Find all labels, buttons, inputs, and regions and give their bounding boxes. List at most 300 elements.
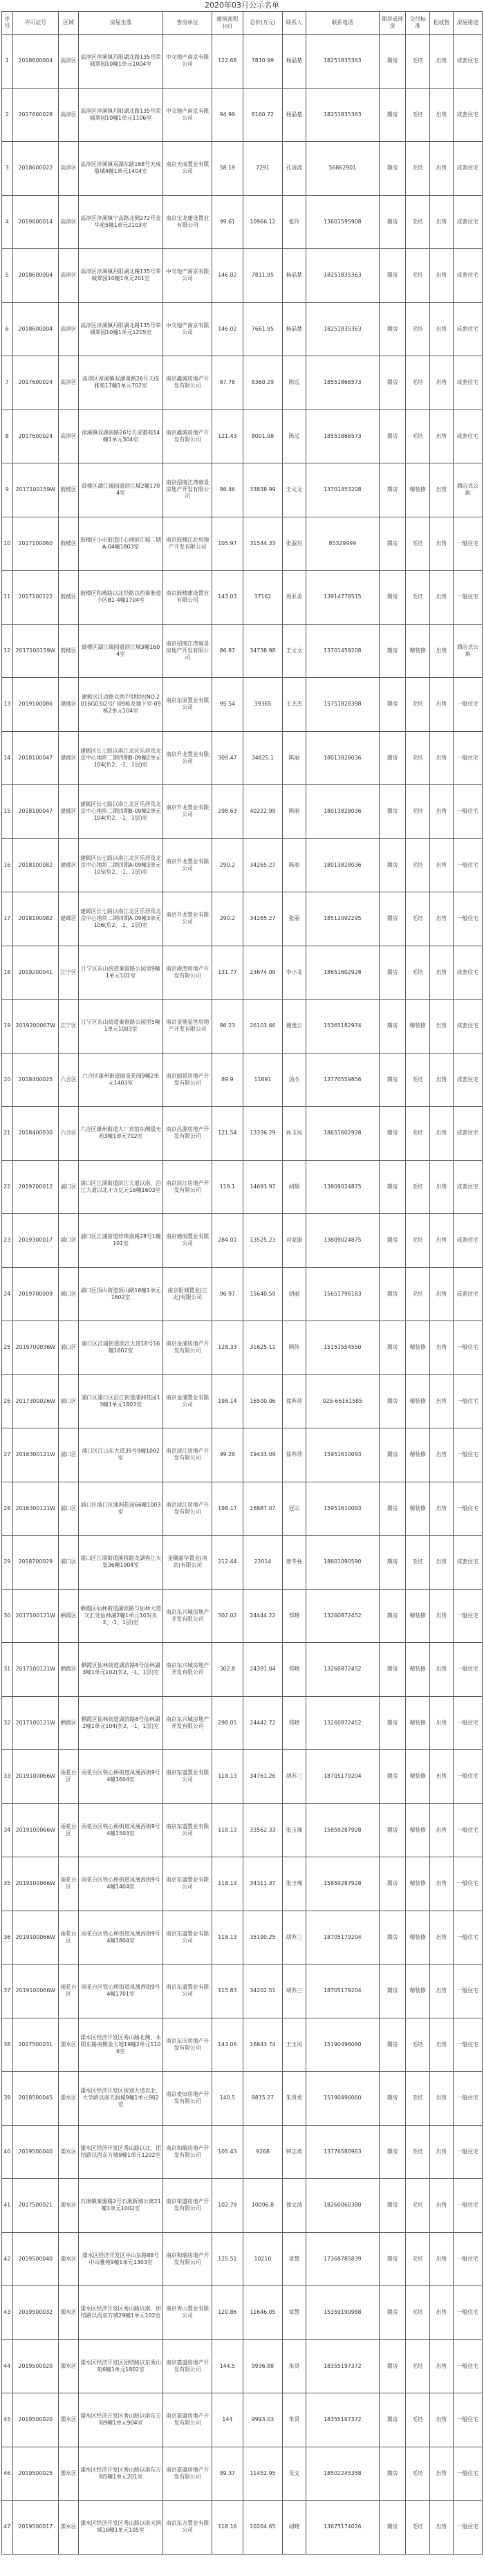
table-row [2, 249, 483, 303]
table-row [2, 517, 483, 571]
cell-status: 期房 [380, 1911, 406, 1965]
cell-index: 6 [2, 302, 13, 356]
cell-deal-type: 出售 [430, 2339, 453, 2393]
cell-delivery: 毛坯 [405, 356, 430, 410]
cell-area: 146.02 [212, 302, 243, 356]
cell-phone: 15859287928 [306, 1857, 380, 1911]
cell-delivery: 精装修 [405, 1000, 430, 1054]
table-body [2, 35, 483, 2555]
cell-phone: 15190496060 [306, 2072, 380, 2126]
table-row [2, 1696, 483, 1750]
cell-area: 122.68 [212, 35, 243, 89]
cell-deal-type: 出售 [430, 1107, 453, 1161]
cell-deal-type: 出售 [430, 517, 453, 571]
header-row [2, 12, 483, 35]
cell-district: 雨花台区 [59, 1857, 79, 1911]
cell-delivery: 毛坯 [405, 302, 430, 356]
cell-usage: 成套住宅 [453, 1160, 482, 1214]
cell-usage: 一般住宅 [453, 571, 482, 625]
cell-price: 9268 [243, 2125, 283, 2179]
cell-deal-type: 出售 [430, 302, 453, 356]
cell-phone: 18260060380 [306, 2179, 380, 2233]
cell-status: 期房 [380, 892, 406, 946]
cell-usage: 一般住宅 [453, 1857, 482, 1911]
cell-status: 期房 [380, 249, 406, 303]
cell-permit-no: 2019100086 [12, 678, 59, 732]
cell-phone: 18251835363 [306, 249, 380, 303]
cell-delivery: 精装修 [405, 1374, 430, 1428]
col-header: 区域 [59, 12, 79, 35]
cell-address: 浦口区江山东大道39号9幢1002室 [79, 1428, 163, 1482]
cell-permit-no: 2019500020 [12, 2393, 59, 2447]
cell-area: 121.54 [212, 1107, 243, 1161]
cell-contact: 谢逸云 [283, 1000, 306, 1054]
table-row [2, 2018, 483, 2072]
cell-district: 雨花台区 [59, 1750, 79, 1804]
cell-address: 石湫镇秦源路2号石湫新城公寓21幢1单元1002室 [79, 2179, 163, 2233]
cell-permit-no: 2019700009 [12, 1267, 59, 1321]
cell-index: 33 [2, 1750, 13, 1804]
cell-delivery: 毛坯 [405, 785, 430, 839]
cell-address: 鼓楼区湖江瑞园道滨江城3幢1604室 [79, 624, 163, 678]
cell-usage: 成套住宅 [453, 1053, 482, 1107]
cell-delivery: 毛坯 [405, 2125, 430, 2179]
cell-delivery: 精装修 [405, 463, 430, 517]
cell-address: 鼓楼区小市街道江心洲滨江城二期A-04幢1803室 [79, 517, 163, 571]
cell-district: 六合区 [59, 1053, 79, 1107]
table-row [2, 2393, 483, 2447]
cell-delivery: 精装修 [405, 1589, 430, 1643]
cell-permit-no: 2019500020 [12, 2339, 59, 2393]
cell-status: 期房 [380, 356, 406, 410]
cell-delivery: 毛坯 [405, 2286, 430, 2340]
cell-seller: 南京招商江湾雍景房地产开发有限公司 [163, 463, 212, 517]
cell-permit-no: 2019200041 [12, 946, 59, 1000]
cell-usage: 一般住宅 [453, 1482, 482, 1536]
cell-phone: 85329999 [306, 517, 380, 571]
cell-district: 六合区 [59, 1107, 79, 1161]
cell-area: 95.54 [212, 678, 243, 732]
cell-area: 298.05 [212, 1696, 243, 1750]
cell-price: 15640.59 [243, 1267, 283, 1321]
cell-contact: 陈丽 [283, 785, 306, 839]
col-header: 房屋用途 [453, 12, 482, 35]
cell-delivery: 毛坯 [405, 88, 430, 142]
cell-phone: 13809024875 [306, 1214, 380, 1268]
cell-delivery: 精装修 [405, 1911, 430, 1965]
cell-seller: 中交地产南京有限公司 [163, 35, 212, 89]
cell-status: 期房 [380, 2232, 406, 2286]
cell-price: 37162 [243, 571, 283, 625]
cell-phone: 13601595908 [306, 195, 380, 249]
cell-address: 栖霞区仙林街道湖滨路8号仙林湖2幢1单元104(负2、-1、1层)室 [79, 1696, 163, 1750]
cell-usage: 一般住宅 [453, 2179, 482, 2233]
cell-permit-no: 2019100066W [12, 1857, 59, 1911]
cell-deal-type: 出售 [430, 463, 453, 517]
cell-usage: 成套住宅 [453, 302, 482, 356]
cell-seller: 南京德润置业有限公司 [163, 1214, 212, 1268]
cell-permit-no: 2019100066W [12, 1965, 59, 2018]
cell-contact: 郑晴 [283, 1589, 306, 1643]
cell-index: 4 [2, 195, 13, 249]
cell-permit-no: 2019700036W [12, 1321, 59, 1375]
cell-permit-no: 2018100047 [12, 731, 59, 785]
cell-deal-type: 出售 [430, 624, 453, 678]
cell-index: 23 [2, 1214, 13, 1268]
cell-deal-type: 出售 [430, 892, 453, 946]
table-row [2, 838, 483, 892]
cell-usage: 成套住宅 [453, 249, 482, 303]
cell-usage: 一般住宅 [453, 785, 482, 839]
cell-phone: 13701459208 [306, 624, 380, 678]
cell-status: 期房 [380, 1857, 406, 1911]
cell-deal-type: 出售 [430, 249, 453, 303]
cell-seller: 南京和瑞房地产开发有限公司 [163, 2125, 212, 2179]
cell-status: 期房 [380, 517, 406, 571]
cell-deal-type: 出售 [430, 785, 453, 839]
cell-usage: 一般住宅 [453, 1374, 482, 1428]
cell-delivery: 精装修 [405, 1803, 430, 1857]
cell-index: 9 [2, 463, 13, 517]
cell-price: 31544.33 [243, 517, 283, 571]
cell-permit-no: 2018400030 [12, 1107, 59, 1161]
cell-index: 32 [2, 1696, 13, 1750]
cell-permit-no: 2018700029 [12, 1536, 59, 1590]
cell-usage: 一般住宅 [453, 2501, 482, 2555]
cell-address: 建邺区江边路以西7号地块(NO.2016G03)2号门09栋及地下室-09栋2单元104室 [79, 678, 163, 732]
cell-index: 11 [2, 571, 13, 625]
cell-delivery: 毛坯 [405, 731, 430, 785]
cell-delivery: 精装修 [405, 1428, 430, 1482]
cell-status: 期房 [380, 2018, 406, 2072]
cell-index: 13 [2, 678, 13, 732]
col-header: 建筑面积(㎡) [212, 12, 243, 35]
cell-permit-no: 2019600014 [12, 195, 59, 249]
cell-status: 期房 [380, 2501, 406, 2555]
cell-price: 10210 [243, 2232, 283, 2286]
cell-contact: 张丽 [283, 892, 306, 946]
cell-district: 浦口区 [59, 1267, 79, 1321]
cell-contact: 杨晶楚 [283, 88, 306, 142]
cell-delivery: 毛坯 [405, 249, 430, 303]
cell-address: 高淳区淳溪镇丹阳湖北路135号荣城翠园10幢1单元1004室 [79, 35, 163, 89]
cell-address: 浦口区江浦街道溪桥路龙湖春江天玺36幢1904室 [79, 1536, 163, 1590]
cell-status: 期房 [380, 195, 406, 249]
cell-area: 119.1 [212, 1160, 243, 1214]
cell-deal-type: 出售 [430, 1428, 453, 1482]
table-row [2, 2072, 483, 2126]
cell-seller: 南京东兴城房地产开发有限公司 [163, 1589, 212, 1643]
cell-status: 期房 [380, 1000, 406, 1054]
cell-address: 溧水区经济开发区秀山路以北、团结路以西东方城9幢1单元1202室 [79, 2125, 163, 2179]
cell-contact: 张淑肖 [283, 517, 306, 571]
cell-usage: 成套住宅 [453, 1267, 482, 1321]
cell-seller: 中交地产南京有限公司 [163, 302, 212, 356]
cell-index: 31 [2, 1643, 13, 1697]
cell-index: 38 [2, 2018, 13, 2072]
cell-area: 290.2 [212, 838, 243, 892]
cell-delivery: 毛坯 [405, 35, 430, 89]
table-header [2, 12, 483, 35]
cell-status: 期房 [380, 142, 406, 196]
cell-status: 期房 [380, 2339, 406, 2393]
cell-phone: 13260872452 [306, 1643, 380, 1697]
cell-price: 26103.66 [243, 1000, 283, 1054]
cell-status: 期房 [380, 2286, 406, 2340]
cell-district: 建邺区 [59, 678, 79, 732]
table-row [2, 1643, 483, 1697]
cell-permit-no: 2019700012 [12, 1160, 59, 1214]
cell-delivery: 毛坯 [405, 410, 430, 463]
cell-contact: 郑晴 [283, 1643, 306, 1697]
cell-price: 11646.05 [243, 2286, 283, 2340]
cell-price: 19433.09 [243, 1428, 283, 1482]
table-row [2, 731, 483, 785]
cell-price: 7661.95 [243, 302, 283, 356]
cell-district: 溧水区 [59, 2232, 79, 2286]
cell-area: 118.16 [212, 2501, 243, 2555]
cell-usage: 一般住宅 [453, 1696, 482, 1750]
cell-contact: 胡丽 [283, 1267, 306, 1321]
cell-index: 20 [2, 1053, 13, 1107]
cell-delivery: 毛坯 [405, 1536, 430, 1590]
cell-area: 89.9 [212, 1053, 243, 1107]
cell-status: 期房 [380, 1374, 406, 1428]
cell-deal-type: 出售 [430, 1965, 453, 2018]
cell-phone: 13776580963 [306, 2125, 380, 2179]
cell-contact: 胡苏三 [283, 1750, 306, 1804]
cell-district: 高淳区 [59, 35, 79, 89]
cell-index: 36 [2, 1911, 13, 1965]
cell-status: 期房 [380, 2179, 406, 2233]
cell-status: 期房 [380, 1160, 406, 1214]
cell-phone: 15951610093 [306, 1428, 380, 1482]
table-row [2, 88, 483, 142]
col-header: 售房单位 [163, 12, 212, 35]
cell-contact: 冠宗 [283, 1482, 306, 1536]
cell-area: 120.86 [212, 2286, 243, 2340]
cell-usage: 成套住宅 [453, 142, 482, 196]
cell-area: 302.8 [212, 1643, 243, 1697]
cell-contact: 汤杰 [283, 1053, 306, 1107]
cell-contact: 王文文 [283, 463, 306, 517]
cell-seller: 南京东兴城房地产开发有限公司 [163, 1643, 212, 1697]
cell-usage: 酒店式公寓 [453, 624, 482, 678]
cell-address: 鼓楼区湖江瑞园道滨江城2幢1704室 [79, 463, 163, 517]
cell-permit-no: 2016300121W [12, 1428, 59, 1482]
table-row [2, 946, 483, 1000]
cell-status: 期房 [380, 678, 406, 732]
cell-district: 鼓楼区 [59, 463, 79, 517]
cell-district: 江宁区 [59, 1000, 79, 1054]
cell-usage: 成套住宅 [453, 195, 482, 249]
cell-address: 高淳区淳溪镇丹阳湖北路135号荣城翠园10幢1单元1205室 [79, 302, 163, 356]
cell-seller: 南京清江房地产开发有限公司 [163, 1428, 212, 1482]
cell-district: 溧水区 [59, 2018, 79, 2072]
cell-delivery: 精装修 [405, 1696, 430, 1750]
cell-phone: 13809024875 [306, 1160, 380, 1214]
cell-contact: 陈丽 [283, 838, 306, 892]
document-title: 2020年03月公示名单 [205, 1, 279, 10]
cell-district: 高淳区 [59, 142, 79, 196]
col-header: 总价(万元) [243, 12, 283, 35]
cell-index: 24 [2, 1267, 13, 1321]
cell-index: 39 [2, 2072, 13, 2126]
cell-price: 13525.23 [243, 1214, 283, 1268]
cell-seller: 南京鼓楼江北房地产开发有限公司 [163, 517, 212, 571]
cell-delivery: 毛坯 [405, 142, 430, 196]
cell-usage: 一般住宅 [453, 2018, 482, 2072]
cell-seller: 南京银城置业(江北)有限公司 [163, 1267, 212, 1321]
table-row [2, 1267, 483, 1321]
cell-deal-type: 出售 [430, 356, 453, 410]
cell-usage: 一般住宅 [453, 838, 482, 892]
cell-phone: 13914778515 [306, 571, 380, 625]
cell-phone: 18705179204 [306, 1750, 380, 1804]
cell-index: 45 [2, 2393, 13, 2447]
cell-permit-no: 2016300121W [12, 1482, 59, 1536]
cell-district: 雨花台区 [59, 1803, 79, 1857]
table-row [2, 2232, 483, 2286]
cell-district: 浦口区 [59, 1374, 79, 1428]
cell-phone: 18251835363 [306, 88, 380, 142]
cell-status: 期房 [380, 410, 406, 463]
cell-price: 34265.27 [243, 838, 283, 892]
cell-phone: 56862901 [306, 142, 380, 196]
cell-area: 302.02 [212, 1589, 243, 1643]
cell-district: 浦口区 [59, 1321, 79, 1375]
cell-contact: 杨晶楚 [283, 302, 306, 356]
cell-usage: 成套住宅 [453, 35, 482, 89]
cell-deal-type: 出售 [430, 1857, 453, 1911]
cell-usage: 成套住宅 [453, 1000, 482, 1054]
cell-permit-no: 2019300017 [12, 1214, 59, 1268]
cell-status: 期房 [380, 785, 406, 839]
cell-phone: 15859287928 [306, 1803, 380, 1857]
cell-price: 11891 [243, 1053, 283, 1107]
cell-seller: 南京升龙置业有限公司 [163, 838, 212, 892]
cell-address: 六合区雄州街道丽景花园9幢2单元1403室 [79, 1053, 163, 1107]
cell-address: 高淳区淳溪镇双湖南路26号天成雅苑17幢1单元702室 [79, 356, 163, 410]
cell-permit-no: 2017100121W [12, 1589, 59, 1643]
cell-usage: 一般住宅 [453, 1589, 482, 1643]
cell-delivery: 毛坯 [405, 892, 430, 946]
cell-contact: 张玲 [283, 195, 306, 249]
cell-seller: 南京荣盛房地产开发有限公司 [163, 2179, 212, 2233]
cell-usage: 成套住宅 [453, 1107, 482, 1161]
cell-seller: 南京东盛置业有限公司 [163, 1965, 212, 2018]
cell-phone: 15751828398 [306, 678, 380, 732]
cell-delivery: 精装修 [405, 624, 430, 678]
cell-area: 284.01 [212, 1214, 243, 1268]
table-row [2, 678, 483, 732]
cell-usage: 一般住宅 [453, 2339, 482, 2393]
cell-address: 栖霞区仙林街道湖滨路与仙林大道交汇处仙林湖2幢1单元103(负2、-1、1层)室 [79, 1589, 163, 1643]
cell-district: 建邺区 [59, 785, 79, 839]
cell-area: 94.99 [212, 88, 243, 142]
cell-address: 浦口区江浦街道滨江大道18号16幢1602室 [79, 1321, 163, 1375]
cell-district: 建邺区 [59, 892, 79, 946]
cell-phone: 18502245358 [306, 2447, 380, 2501]
cell-price: 7291 [243, 142, 283, 196]
cell-delivery: 毛坯 [405, 517, 430, 571]
cell-permit-no: 2019500032 [12, 2286, 59, 2340]
cell-price: 34265.27 [243, 892, 283, 946]
cell-price: 22014 [243, 1536, 283, 1590]
table-row [2, 2447, 483, 2501]
cell-contact: 顾伟 [283, 1321, 306, 1375]
table-row [2, 1428, 483, 1482]
cell-index: 34 [2, 1803, 13, 1857]
cell-usage: 成套住宅 [453, 1536, 482, 1590]
cell-district: 雨花台区 [59, 1965, 79, 2018]
cell-permit-no: 2018600004 [12, 35, 59, 89]
cell-price: 23674.09 [243, 946, 283, 1000]
cell-permit-no: 2017100122 [12, 571, 59, 625]
cell-district: 鼓楼区 [59, 624, 79, 678]
table-row [2, 1750, 483, 1804]
cell-index: 14 [2, 731, 13, 785]
cell-status: 期房 [380, 624, 406, 678]
cell-seller: 南京丽景房地产开发有限公司 [163, 1053, 212, 1107]
cell-phone: 18013828036 [306, 785, 380, 839]
col-header: 交付标准 [405, 12, 430, 35]
cell-area: 198.17 [212, 1482, 243, 1536]
cell-phone: 13701453208 [306, 463, 380, 517]
cell-deal-type: 出售 [430, 142, 453, 196]
cell-area: 58.19 [212, 142, 243, 196]
cell-address: 高淳区淳溪镇宁高路北侧272号金华苑5幢1单元2103室 [79, 195, 163, 249]
cell-area: 86.46 [212, 463, 243, 517]
cell-usage: 成套住宅 [453, 410, 482, 463]
cell-usage: 一般住宅 [453, 1965, 482, 2018]
cell-district: 高淳区 [59, 249, 79, 303]
cell-area: 105.97 [212, 517, 243, 571]
cell-usage: 一般住宅 [453, 892, 482, 946]
cell-price: 34311.37 [243, 1857, 283, 1911]
cell-area: 144.5 [212, 2339, 243, 2393]
cell-deal-type: 出售 [430, 731, 453, 785]
cell-usage: 一般住宅 [453, 1803, 482, 1857]
cell-phone: 18013828036 [306, 731, 380, 785]
cell-index: 26 [2, 1374, 13, 1428]
cell-usage: 成套住宅 [453, 1214, 482, 1268]
cell-index: 1 [2, 35, 13, 89]
cell-contact: 胡翔 [283, 1160, 306, 1214]
cell-index: 3 [2, 142, 13, 196]
cell-district: 浦口区 [59, 1214, 79, 1268]
cell-index: 8 [2, 410, 13, 463]
table-row [2, 356, 483, 410]
cell-usage: 一般住宅 [453, 2125, 482, 2179]
cell-index: 28 [2, 1482, 13, 1536]
cell-phone: 025-66161585 [306, 1374, 380, 1428]
cell-status: 期房 [380, 1214, 406, 1268]
cell-district: 高淳区 [59, 302, 79, 356]
cell-area: 96.97 [212, 1267, 243, 1321]
cell-area: 118.13 [212, 1857, 243, 1911]
cell-seller: 南京嘉盛房地产开发有限公司 [163, 2447, 212, 2501]
cell-index: 37 [2, 1965, 13, 2018]
cell-price: 9936.88 [243, 2339, 283, 2393]
cell-area: 143.03 [212, 571, 243, 625]
cell-delivery: 毛坯 [405, 2393, 430, 2447]
cell-address: 浦口区江浦街道珍珠南路28号1幢101室 [79, 1214, 163, 1268]
cell-deal-type: 出售 [430, 35, 453, 89]
cell-status: 期房 [380, 2393, 406, 2447]
table-row [2, 410, 483, 463]
col-header: 期房或现房 [380, 12, 406, 35]
